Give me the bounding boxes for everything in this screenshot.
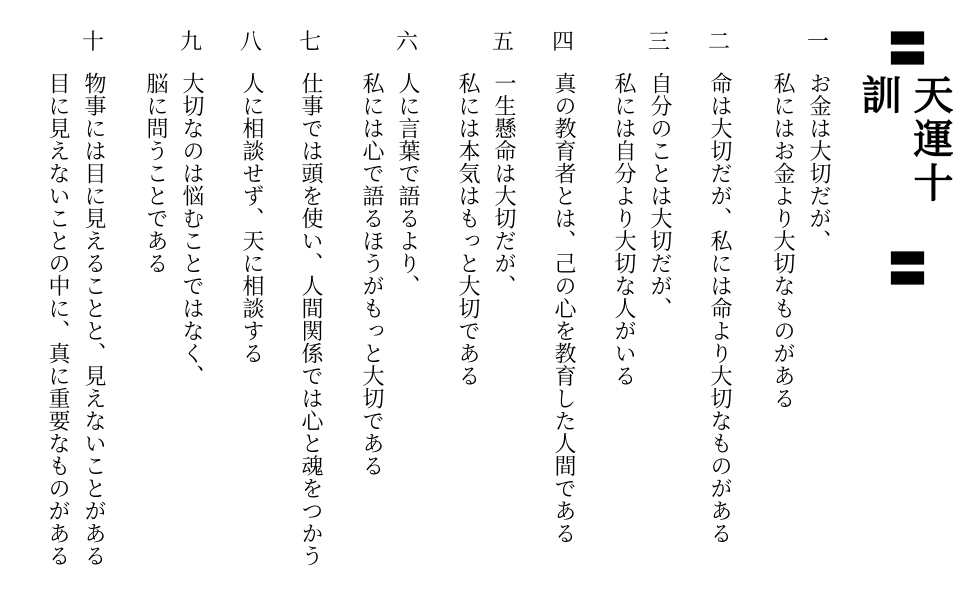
precept-1-line-2: 私にはお金より大切なものがある — [770, 72, 795, 410]
precept-8-line-1: 人に相談せず、天に相談する — [239, 72, 264, 365]
precept-7-line-1: 仕事では頭を使い、人間関係では心と魂をつかう — [298, 72, 323, 567]
title-mark-top: 〓 — [881, 28, 928, 68]
precept-4-line-1: 真の教育者とは、己の心を教育した人間である — [551, 72, 576, 545]
precept-4-number: 四 — [551, 30, 574, 55]
precept-1-number: 一 — [806, 30, 829, 55]
precept-10-line-1: 物事には目に見えることと、見えないことがある — [81, 72, 106, 567]
title-mark-bottom: 〓 — [881, 248, 928, 288]
precept-9-number: 九 — [179, 30, 202, 55]
title-text: 天運十訓 — [855, 74, 954, 206]
precept-7-number: 七 — [298, 30, 321, 55]
precept-6-number: 六 — [395, 30, 418, 55]
precept-5-line-1: 一生懸命は大切だが、 — [491, 72, 516, 297]
precept-1-line-1: お金は大切だが、 — [806, 72, 831, 252]
precept-6-line-2: 私には心で語るほうがもっと大切である — [359, 72, 384, 477]
precept-9-line-1: 大切なのは悩むことではなく、 — [179, 72, 204, 387]
document-title — [855, 28, 954, 288]
precept-5-number: 五 — [491, 30, 514, 55]
precept-6-line-1: 人に言葉で語るより、 — [395, 72, 420, 297]
precept-5-line-2: 私には本気はもっと大切である — [455, 72, 480, 387]
precept-3-number: 三 — [647, 30, 670, 55]
precept-3-line-1: 自分のことは大切だが、 — [647, 72, 672, 320]
precept-2-number: 二 — [707, 30, 730, 55]
precept-3-line-2: 私には自分より大切な人がいる — [611, 72, 636, 387]
precept-9-line-2: 脳に問うことである — [143, 72, 168, 275]
precept-10-line-2: 目に見えないことの中に、真に重要なものがある — [45, 72, 70, 567]
precept-2-line-1: 命は大切だが、私には命より大切なものがある — [707, 72, 732, 545]
precept-10-number: 十 — [81, 30, 104, 55]
precept-8-number: 八 — [239, 30, 262, 55]
